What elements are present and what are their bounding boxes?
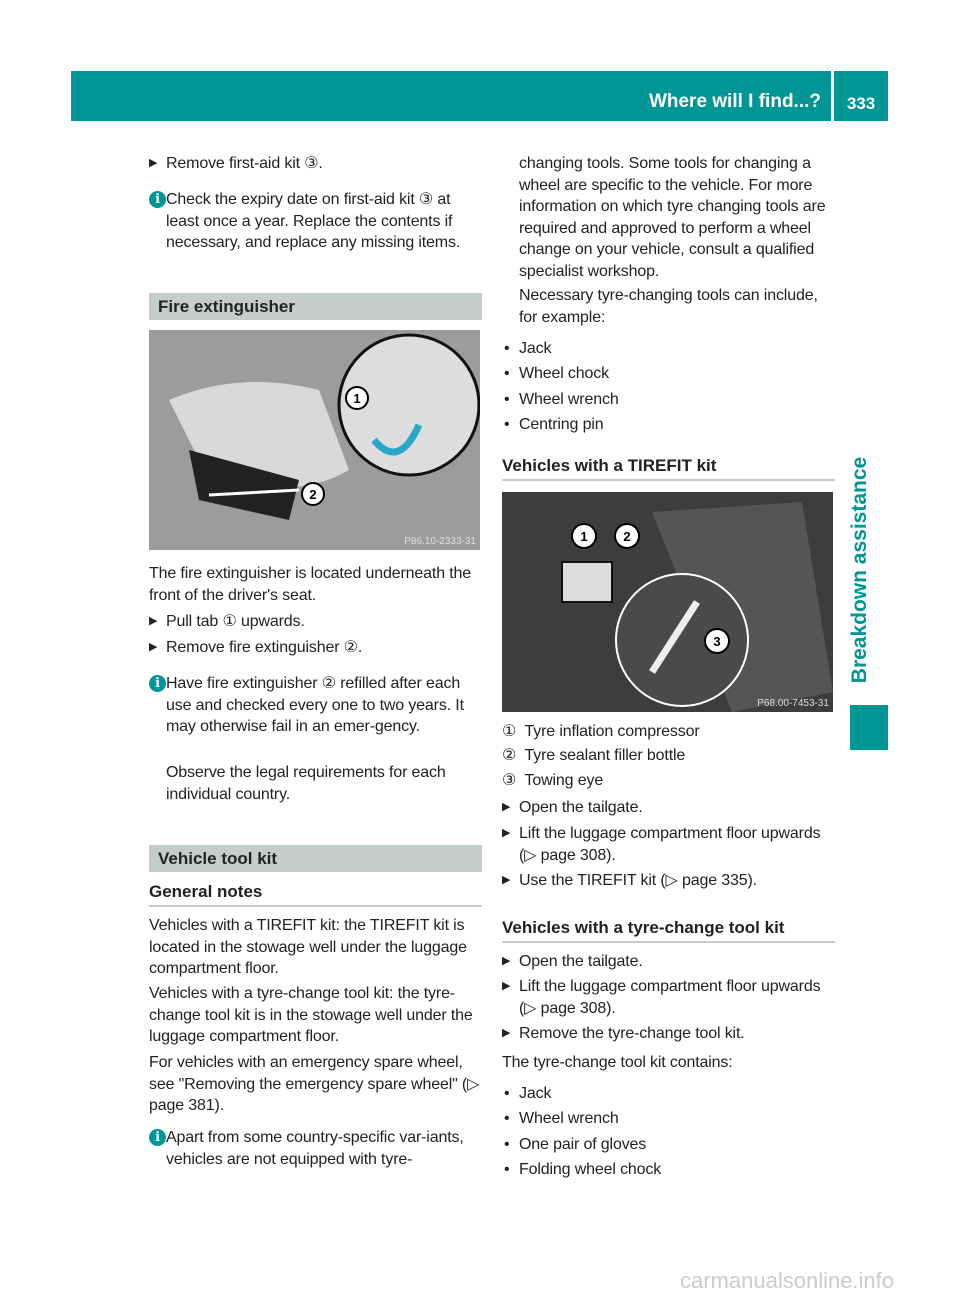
heading-general-notes: General notes [149, 882, 482, 907]
info-expiry [149, 189, 482, 254]
arrow-icon: ▶ [502, 1027, 511, 1039]
step-text: Lift the luggage compartment floor upwards (▷ page 308). [519, 825, 821, 864]
callout-number: ② [502, 747, 517, 765]
tools-list [502, 336, 835, 437]
step-text: Pull tab ① upwards. [166, 613, 305, 630]
svg-text:2: 2 [309, 487, 317, 502]
bullet-icon: • [504, 1110, 510, 1128]
legend-item [502, 720, 835, 744]
list-item [504, 1157, 835, 1182]
info-text: Apart from some country-specific var-iants, vehicles are not equipped with tyre- [166, 1129, 464, 1168]
step-lift-floor [502, 823, 835, 866]
list-item [504, 361, 835, 386]
step-text: Remove first-aid kit ③. [166, 155, 323, 172]
svg-text:3: 3 [713, 634, 721, 649]
arrow-icon: ▶ [149, 157, 158, 169]
svg-text:1: 1 [580, 529, 588, 544]
legend-list [502, 720, 835, 793]
section-fire-extinguisher: Fire extinguisher [149, 293, 482, 320]
luggage-floor-illustration [502, 492, 833, 712]
step-text: Use the TIREFIT kit (▷ page 335). [519, 872, 757, 889]
step-text: Remove the tyre-change tool kit. [519, 1025, 745, 1042]
info-icon: i [149, 1129, 166, 1146]
page-number: 333 [834, 71, 888, 121]
item-text: Folding wheel chock [519, 1160, 662, 1178]
heading-tyre-change-kit: Vehicles with a tyre-change tool kit [502, 918, 835, 943]
section-vehicle-tool-kit: Vehicle tool kit [149, 845, 482, 872]
kit-contains-text: The tyre-change tool kit contains: [502, 1054, 733, 1071]
step-open-tailgate-2 [502, 951, 835, 973]
side-tab [845, 445, 875, 695]
para-necessary-tools: Necessary tyre-changing tools can include, for example: [519, 287, 818, 326]
arrow-icon: ▶ [502, 955, 511, 967]
list-item [504, 412, 835, 437]
svg-text:2: 2 [623, 529, 631, 544]
page-header-title: Where will I find...? [71, 71, 831, 121]
side-tab-marker [850, 705, 888, 750]
arrow-icon: ▶ [149, 641, 158, 653]
para-changing-tools: changing tools. Some tools for changing a wheel are specific to the vehicle. For more information on which tyre changing tools are required and approved to perform a wheel change on your vehicle, consult a qualified specialist workshop. [519, 155, 826, 280]
bullet-icon: • [504, 415, 510, 433]
bullet-icon: • [504, 1085, 510, 1102]
fire-located-text: The fire extinguisher is located underneath the front of the driver's seat. [149, 565, 472, 604]
legend-text: Towing eye [524, 771, 604, 789]
kit-items-list [502, 1081, 835, 1182]
para-spare-wheel: For vehicles with an emergency spare wheel, see "Removing the emergency spare wheel" (▷ page 381). [149, 1054, 480, 1114]
bullet-icon: • [504, 340, 510, 357]
step-remove-first-aid-kit [149, 153, 482, 175]
bullet-icon: • [504, 390, 510, 408]
item-text: Jack [519, 340, 552, 357]
info-icon: i [149, 191, 166, 208]
watermark: carmanualsonline.info [680, 1268, 895, 1293]
item-text: Wheel chock [519, 365, 609, 383]
para-tirefit: Vehicles with a TIREFIT kit: the TIREFIT kit is located in the stowage well under the luggage compartment floor. [149, 917, 467, 977]
info-icon: i [149, 675, 166, 692]
step-text: Lift the luggage compartment floor upwards (▷ page 308). [519, 978, 821, 1017]
item-text: Centring pin [519, 415, 604, 433]
callout-number: ③ [502, 771, 517, 789]
list-item [504, 1132, 835, 1157]
step-remove-tool-kit [502, 1023, 835, 1045]
info-text: Check the expiry date on first-aid kit ③ at least once a year. Replace the contents if necessary, and replace any missing items. [166, 191, 461, 251]
callout-number: ① [502, 723, 517, 740]
step-remove-extinguisher [149, 637, 482, 659]
fire-extinguisher-image [149, 330, 480, 550]
legend-item [502, 744, 835, 768]
arrow-icon: ▶ [502, 980, 511, 992]
arrow-icon: ▶ [502, 801, 511, 813]
seat-illustration [149, 330, 480, 550]
list-item [504, 387, 835, 412]
image-code: P86.10-2333-31 [404, 536, 476, 547]
step-text: Remove fire extinguisher ②. [166, 639, 363, 656]
info-refill [149, 673, 482, 738]
legend-text: Tyre inflation compressor [524, 723, 700, 740]
heading-tirefit: Vehicles with a TIREFIT kit [502, 456, 835, 481]
para-tyre-change: Vehicles with a tyre-change tool kit: the tyre-change tool kit is in the stowage well under the luggage compartment floor. [149, 985, 473, 1045]
arrow-icon: ▶ [502, 874, 511, 886]
info-text: Have fire extinguisher ② refilled after each use and checked every one to two years. It may otherwise fail in an emer-gency. [166, 675, 464, 735]
step-open-tailgate [502, 797, 835, 819]
arrow-icon: ▶ [502, 827, 511, 839]
list-item [504, 336, 835, 361]
step-text: Open the tailgate. [519, 953, 643, 970]
step-use-tirefit [502, 870, 835, 892]
step-lift-floor-2 [502, 976, 835, 1019]
tirefit-image [502, 492, 833, 712]
info-legal: Observe the legal requirements for each individual country. [166, 764, 446, 803]
item-text: Wheel wrench [519, 1110, 619, 1128]
item-text: Jack [519, 1085, 552, 1102]
item-text: One pair of gloves [519, 1135, 647, 1153]
bullet-icon: • [504, 1160, 510, 1178]
step-pull-tab [149, 611, 482, 633]
item-text: Wheel wrench [519, 390, 619, 408]
side-tab-label: Breakdown assistance [848, 456, 871, 684]
image-code: P68.00-7453-31 [757, 698, 829, 709]
legend-text: Tyre sealant filler bottle [524, 747, 686, 765]
svg-text:1: 1 [353, 391, 361, 406]
legend-item [502, 769, 835, 793]
bullet-icon: • [504, 365, 510, 383]
list-item [504, 1081, 835, 1106]
arrow-icon: ▶ [149, 615, 158, 627]
info-apart [149, 1127, 482, 1170]
step-text: Open the tailgate. [519, 799, 643, 816]
list-item [504, 1106, 835, 1131]
bullet-icon: • [504, 1135, 510, 1153]
